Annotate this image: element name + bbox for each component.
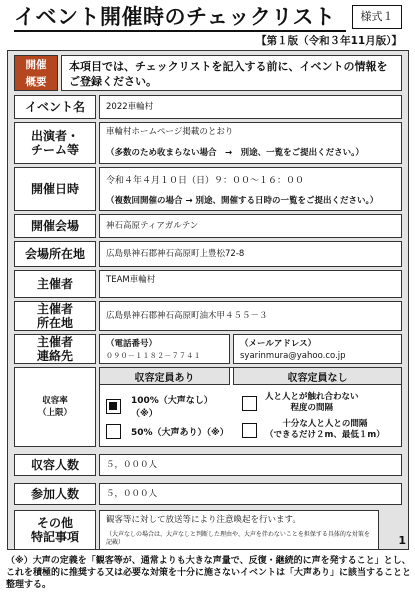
other-notes-label: その他 特記事項	[14, 510, 96, 550]
title-underline	[14, 30, 346, 32]
other-notes-field[interactable]	[99, 510, 379, 550]
option-100-percent-label: 100%（大声なし）（※）	[131, 396, 213, 419]
edition-label: 【第１版（令和３年11月版）】	[256, 35, 402, 47]
overview-instructions: 本項目では、チェックリストを記入する前に、イベントの情報をご登録ください。	[61, 55, 402, 91]
other-notes-value: 観客等に対して放送等により注意喚起を行います。	[106, 515, 301, 525]
venue-label: 開催会場	[14, 214, 96, 238]
capacity-rate-label: 収容率 （上限）	[14, 367, 96, 447]
capacity-value: ５，０００人	[106, 460, 158, 470]
organizer-address-field[interactable]	[99, 301, 402, 331]
performers-label: 出演者・ チーム等	[14, 122, 96, 164]
option-50-percent[interactable]	[106, 422, 230, 440]
option-100-percent[interactable]	[106, 396, 230, 419]
event-name-label: イベント名	[14, 95, 96, 119]
performers-field[interactable]	[99, 122, 402, 164]
option-no-touch-label: 人と人とが触れ合わない 程度の間隔	[265, 392, 359, 413]
organizer-label: 主催者	[14, 270, 96, 298]
checkbox-distance[interactable]	[242, 423, 257, 438]
venue-address-value: 広島県神石郡神石高原町上豊松72-8	[106, 249, 245, 259]
checkbox-50-percent[interactable]	[106, 424, 121, 439]
participants-field[interactable]	[99, 483, 402, 505]
page-title: イベント開催時のチェックリスト	[14, 5, 336, 29]
checkbox-100-percent[interactable]	[106, 399, 121, 414]
option-50-percent-label: 50%（大声あり）（※）	[131, 427, 229, 438]
venue-value: 神石高原ティアガルテン	[106, 221, 199, 231]
phone-value: ０９０－１１８２－７７４１	[106, 352, 201, 360]
datetime-field[interactable]	[99, 167, 402, 211]
participants-label: 参加人数	[14, 483, 96, 505]
option-distance-label: 十分な人と人との間隔 （できるだけ２m、最低１m）	[265, 419, 385, 440]
venue-address-label: 会場所在地	[14, 241, 96, 267]
venue-field[interactable]	[99, 214, 402, 238]
phone-field[interactable]	[99, 334, 230, 364]
phone-label: （電話番号）	[106, 339, 158, 349]
email-value: syarinmura@yahoo.co.jp	[240, 351, 346, 361]
without-limit-header: 収容定員なし	[233, 367, 402, 385]
venue-address-field[interactable]	[99, 241, 402, 267]
event-name-value: 2022車輪村	[106, 102, 154, 112]
page-number: 1	[398, 534, 406, 547]
checkbox-no-touch[interactable]	[242, 396, 257, 411]
performers-value: 車輪村ホームページ掲載のとおり	[106, 127, 234, 137]
organizer-address-label: 主催者 所在地	[14, 301, 96, 331]
event-name-field[interactable]	[99, 95, 402, 119]
footnote: （※）大声の定義を「観客等が、通常よりも大きな声量で、反復・継続的に声を発すること」とし、これを積極的に推奨する又は必要な対策を十分に施さないイベントは「大声あり」に該当することと整理する。	[6, 556, 412, 590]
datetime-value: 令和４年４月１０日（日）９：００～１６：００	[106, 176, 305, 186]
datetime-label: 開催日時	[14, 167, 96, 211]
organizer-address-value: 広島県神石郡神石高原町油木甲４５５－３	[106, 311, 268, 321]
datetime-note: （複数回開催の場合 → 別途、開催する日時の一覧をご提出ください。）	[106, 196, 379, 206]
organizer-field[interactable]	[99, 270, 402, 298]
form-number-badge: 様式１	[352, 5, 402, 29]
capacity-label: 収容人数	[14, 454, 96, 476]
performers-note: （多数のため收まらない場合 → 別途、一覧をご提出ください。）	[106, 148, 364, 158]
email-field[interactable]	[233, 334, 402, 364]
option-no-touch[interactable]	[242, 391, 400, 415]
overview-label: 開催 概要	[14, 55, 58, 91]
capacity-field[interactable]	[99, 454, 402, 476]
organizer-value: TEAM車輪村	[106, 275, 156, 285]
email-label: （メールアドレス）	[240, 339, 317, 349]
organizer-contact-label: 主催者 連絡先	[14, 334, 96, 364]
with-limit-header: 収容定員あり	[99, 367, 230, 385]
participants-value: ５，０００人	[106, 489, 158, 499]
other-notes-hint: （大声なしの場合は、大声なしと判断した理由や、大声を伴わないことを担保する具体的な対策を記載）	[106, 531, 370, 546]
option-distance[interactable]	[242, 418, 400, 442]
